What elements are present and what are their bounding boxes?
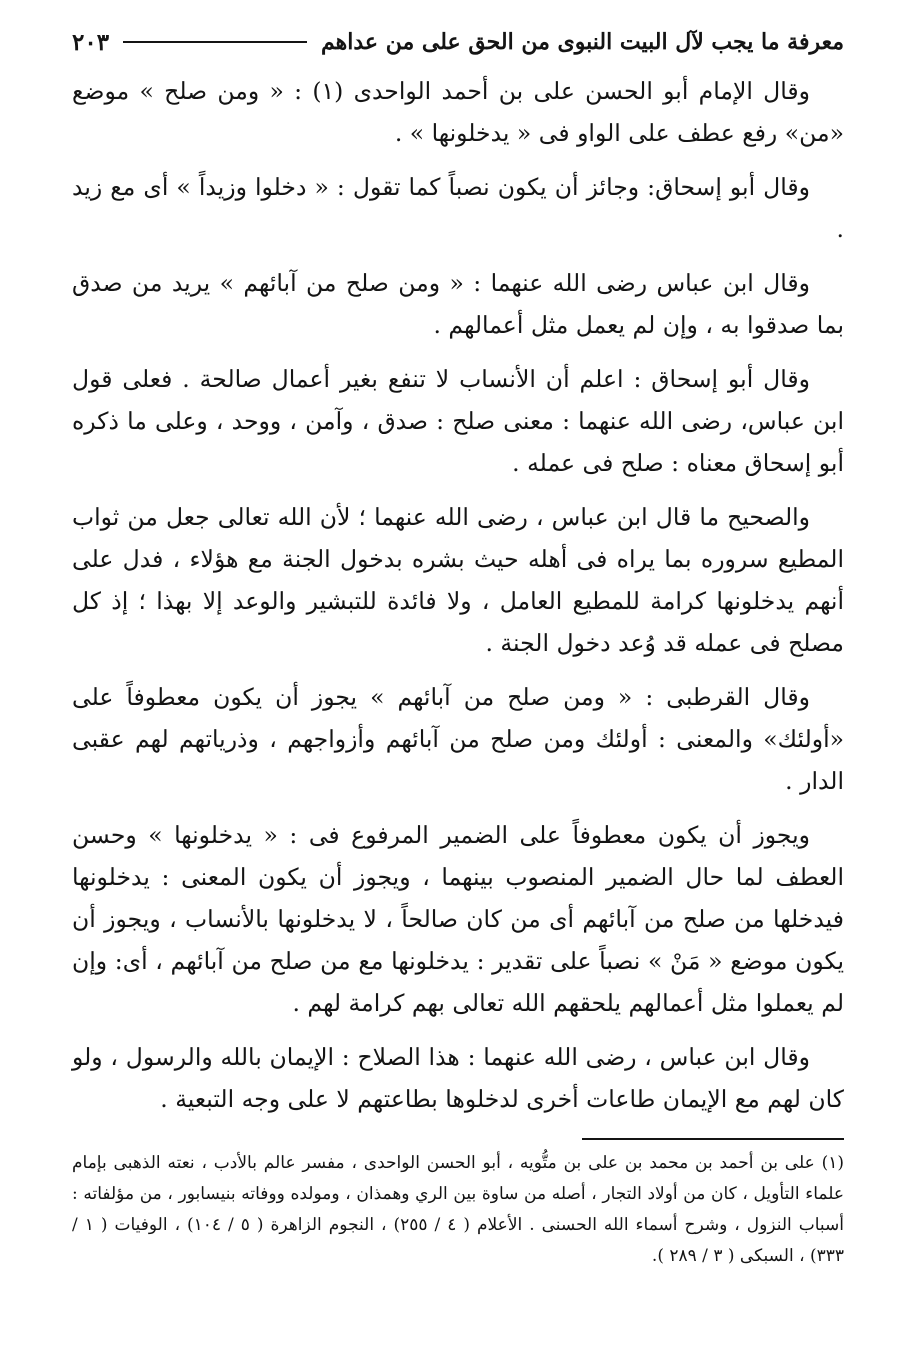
paragraph: وقال القرطبى : « ومن صلح من آبائهم » يجوز أن يكون معطوفاً على «أولئك» والمعنى : أولئك ومن صلح من آبائهم وأزواجهم ، وذرياتهم لهم عقبى الدار . xyxy=(72,683,844,795)
paragraph: ويجوز أن يكون معطوفاً على الضمير المرفوع فى : « يدخلونها » وحسن العطف لما حال الضمير المنصوب بينهما ، ويجوز أن يكون المعنى : يدخلونها فيدخلها من صلح من آبائهم أى من كان صالحاً ، لا يدخلونها بالأنساب ، ويجوز أن يكون موضع « مَنْ » نصباً على تقدير : يدخلونها مع من صلح من آبائهم ، أى: وإن لم يعملوا مثل أعمالهم يلحقهم الله تعالى بهم كرامة لهم . xyxy=(72,821,844,1017)
footnote-divider xyxy=(582,1138,844,1140)
footnote: (١) على بن أحمد بن محمد بن على بن متُّويه ، أبو الحسن الواحدى ، مفسر عالم بالأدب ، نعته الذهبى بإمام علماء التأويل ، كان من أولاد التجار ، أصله من ساوة بين الري وهمذان ، ومولده ووفاته بنيسابور ، من مؤلفاته : أسباب النزول ، وشرح أسماء الله الحسنى . الأعلام ( ٤ / ٢٥٥) ، النجوم الزاهرة ( ٥ / ١٠٤) ، الوفيات ( ١ / ٣٣٣) ، السبكى ( ٣ / ٢٨٩ ). xyxy=(72,1153,844,1266)
book-page xyxy=(72,22,844,1272)
paragraph: وقال أبو إسحاق: وجائز أن يكون نصباً كما تقول : « دخلوا وزيداً » أى مع زيد . xyxy=(72,173,844,243)
header-rule xyxy=(123,41,307,43)
paragraph: وقال ابن عباس رضى الله عنهما : « ومن صلح من آبائهم » يريد من صدق بما صدقوا به ، وإن لم يعمل مثل أعمالهم . xyxy=(72,269,844,339)
paragraph: وقال الإمام أبو الحسن على بن أحمد الواحدى (١) : « ومن صلح » موضع «من» رفع عطف على الواو فى « يدخلونها » . xyxy=(72,77,844,147)
running-title: معرفة ما يجب لآل البيت النبوى من الحق على من عداهم xyxy=(321,29,844,55)
running-header xyxy=(72,22,844,62)
paragraph: وقال ابن عباس ، رضى الله عنهما : هذا الصلاح : الإيمان بالله والرسول ، ولو كان لهم مع الإيمان طاعات أخرى لدخلوها بطاعتهم لا على وجه التبعية . xyxy=(72,1043,844,1113)
page-number: ٢٠٣ xyxy=(72,28,110,56)
paragraph: وقال أبو إسحاق : اعلم أن الأنساب لا تنفع بغير أعمال صالحة . فعلى قول ابن عباس، رضى الله عنهما : معنى صلح : صدق ، وآمن ، ووحد ، وعلى ما ذكره أبو إسحاق معناه : صلح فى عمله . xyxy=(72,365,844,477)
paragraph: والصحيح ما قال ابن عباس ، رضى الله عنهما ؛ لأن الله تعالى جعل من ثواب المطيع سروره بما يراه فى أهله حيث بشره بدخول الجنة مع هؤلاء ، فدل على أنهم يدخلونها كرامة للمطيع العامل ، ولا فائدة للتبشير والوعد إلا بهذا ؛ إذ كل مصلح فى عمله قد وُعد دخول الجنة . xyxy=(72,503,844,657)
main-text xyxy=(72,70,844,1120)
